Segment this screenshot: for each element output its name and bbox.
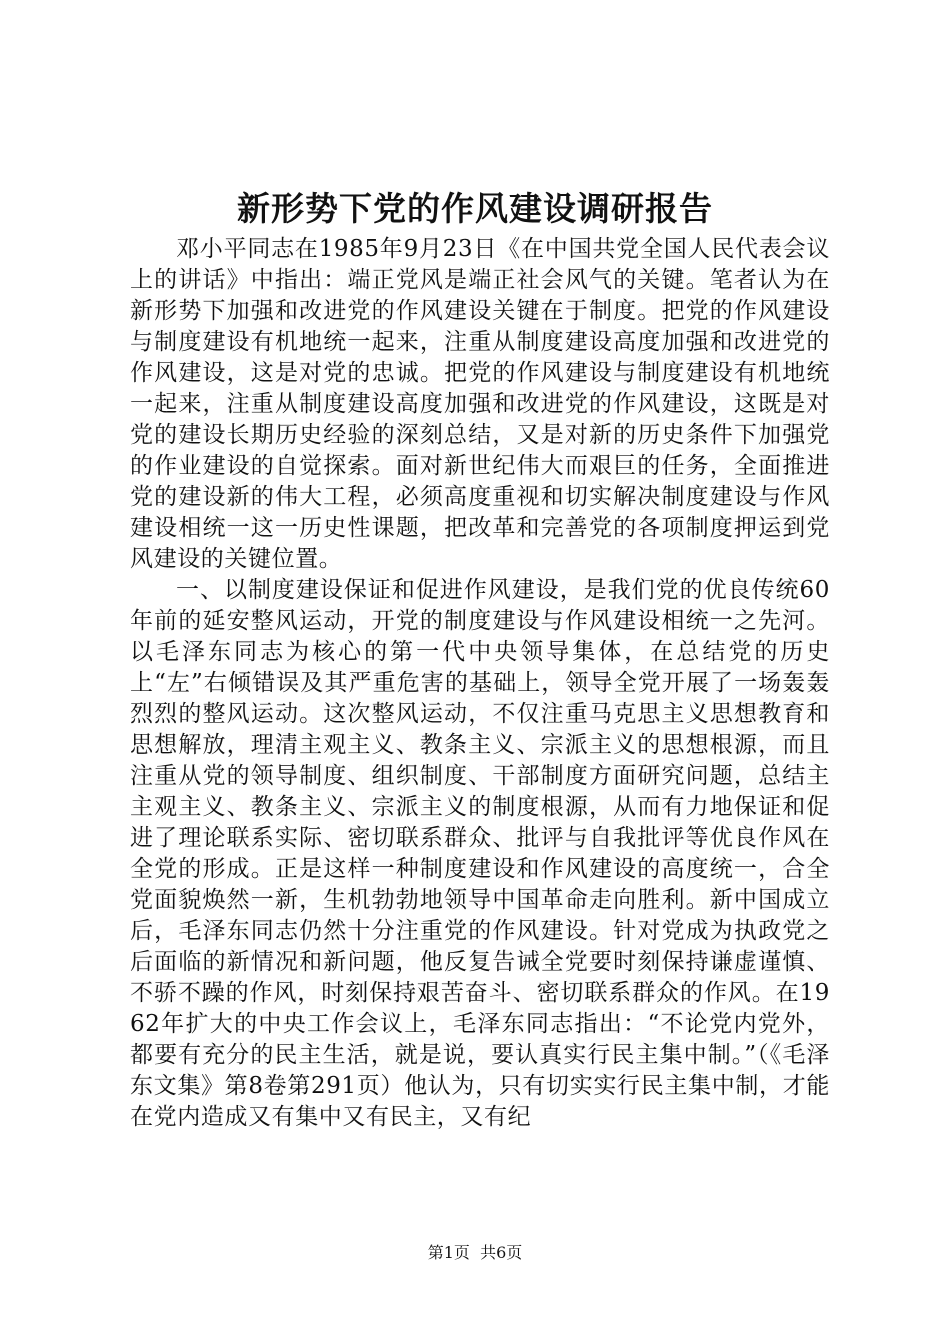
document-title: 新形势下党的作风建设调研报告 [237,189,713,228]
document-body [130,234,830,1133]
paragraph-intro: 邓小平同志在1985年9月23日《在中国共党全国人民代表会议上的讲话》中指出：端正党风是端正社会风气的关键。笔者认为在新形势下加强和改进党的作风建设关键在于制度。把党的作风建设与制度建设有机地统一起来，注重从制度建设高度加强和改进党的作风建设，这是对党的忠诚。把党的作风建设与制度建设有机地统一起来，注重从制度建设高度加强和改进党的作风建设，这既是对党的建设长期历史经验的深刻总结，又是对新的历史条件下加强党的作业建设的自觉探索。面对新世纪伟大而艰巨的任务，全面推进党的建设新的伟大工程，必须高度重视和切实解决制度建设与作风建设相统一这一历史性课题，把改革和完善党的各项制度押运到党风建设的关键位置。 [130,236,830,572]
paragraph-section-one: 一、以制度建设保证和促进作风建设，是我们党的优良传统60年前的延安整风运动，开党的制度建设与作风建设相统一之先河。以毛泽东同志为核心的第一代中央领导集体，在总结党的历史上“左”右倾错误及其严重危害的基础上，领导全党开展了一场轰轰烈烈的整风运动。这次整风运动，不仅注重马克思主义思想教育和思想解放，理清主观主义、教条主义、宗派主义的思想根源，而且注重从党的领导制度、组织制度、干部制度方面研究问题，总结主主观主义、教条主义、宗派主义的制度根源，从而有力地保证和促进了理论联系实际、密切联系群众、批评与自我批评等优良作风在全党的形成。正是这样一种制度建设和作风建设的高度统一，合全党面貌焕然一新，生机勃勃地领导中国革命走向胜利。新中国成立后，毛泽东同志仍然十分注重党的作风建设。针对党成为执政党之后面临的新情况和新问题，他反复告诫全党要时刻保持谦虚谨慎、不骄不躁的作风，时刻保持艰苦奋斗、密切联系群众的作风。在1962年扩大的中央工作会议上，毛泽东同志指出：“不论党内党外，都要有充分的民主生活，就是说，要认真实行民主集中制。”（《毛泽东文集》第8卷第291页）他认为，只有切实实行民主集中制，才能在党内造成又有集中又有民主，又有纪 [130,577,830,1130]
page-number-label: 第1页 共6页 [427,1243,523,1262]
page-footer [0,1242,950,1264]
